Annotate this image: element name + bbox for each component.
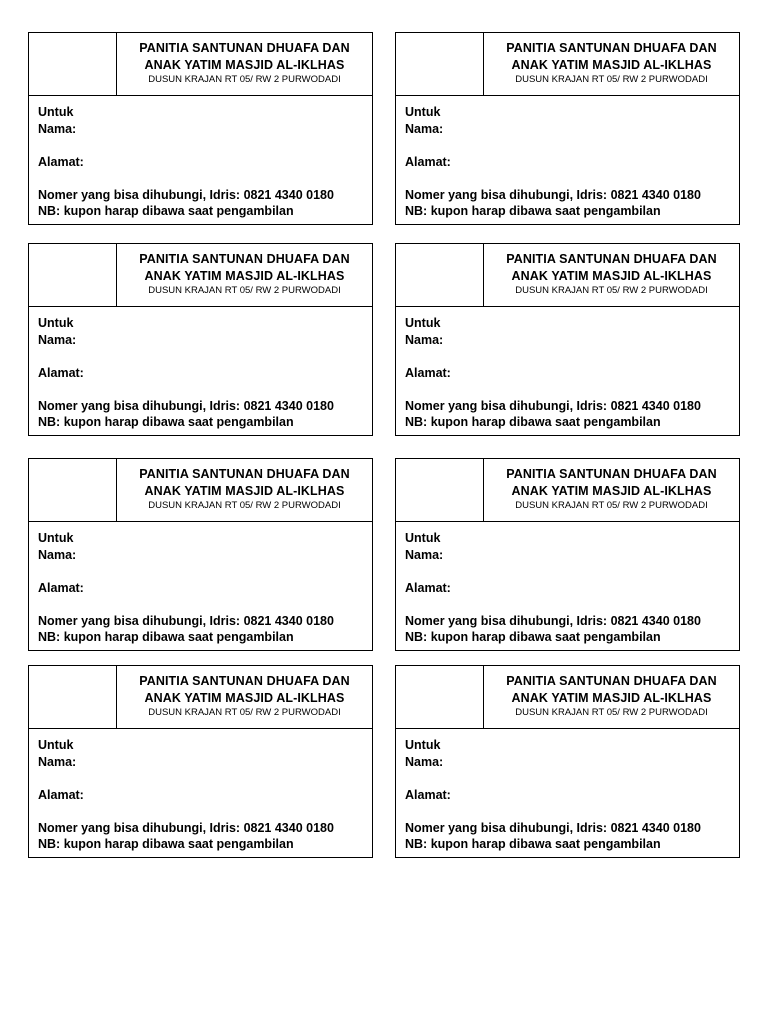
note-text: NB: kupon harap dibawa saat pengambilan xyxy=(405,837,661,851)
note-text: NB: kupon harap dibawa saat pengambilan xyxy=(405,415,661,429)
title-line-2: ANAK YATIM MASJID AL-IKLHAS xyxy=(144,58,345,72)
note-text: NB: kupon harap dibawa saat pengambilan xyxy=(405,204,661,218)
name-label: Nama: xyxy=(38,332,77,347)
address-label: Alamat: xyxy=(405,787,451,802)
coupon-body xyxy=(29,522,372,646)
title-line-1: PANITIA SANTUNAN DHUAFA DAN xyxy=(139,41,350,55)
contact-text: Nomer yang bisa dihubungi, Idris: 0821 4340 0180 xyxy=(38,613,334,628)
name-label: Nama: xyxy=(405,121,444,136)
note-text: NB: kupon harap dibawa saat pengambilan xyxy=(38,204,294,218)
coupon-title xyxy=(117,244,372,306)
coupon-card xyxy=(395,665,740,858)
note-text: NB: kupon harap dibawa saat pengambilan xyxy=(38,837,294,851)
coupon-header xyxy=(29,244,372,307)
contact-text: Nomer yang bisa dihubungi, Idris: 0821 4340 0180 xyxy=(38,398,334,413)
title-line-2: ANAK YATIM MASJID AL-IKLHAS xyxy=(511,269,712,283)
for-label: Untuk xyxy=(38,738,74,752)
contact-text: Nomer yang bisa dihubungi, Idris: 0821 4340 0180 xyxy=(38,187,334,202)
title-line-2: ANAK YATIM MASJID AL-IKLHAS xyxy=(511,58,712,72)
title-line-2: ANAK YATIM MASJID AL-IKLHAS xyxy=(144,269,345,283)
logo-placeholder xyxy=(29,666,117,728)
coupon-card xyxy=(395,458,740,651)
contact-text: Nomer yang bisa dihubungi, Idris: 0821 4340 0180 xyxy=(405,187,701,202)
coupon-subtitle: DUSUN KRAJAN RT 05/ RW 2 PURWODADI xyxy=(515,707,708,718)
for-label: Untuk xyxy=(38,105,74,119)
coupon-card xyxy=(28,665,373,858)
coupon-body xyxy=(29,729,372,853)
title-line-1: PANITIA SANTUNAN DHUAFA DAN xyxy=(506,252,717,266)
title-line-1: PANITIA SANTUNAN DHUAFA DAN xyxy=(506,41,717,55)
for-label: Untuk xyxy=(405,105,441,119)
note-text: NB: kupon harap dibawa saat pengambilan xyxy=(38,630,294,644)
coupon-card xyxy=(28,32,373,225)
address-label: Alamat: xyxy=(38,154,84,169)
coupon-card xyxy=(28,458,373,651)
name-label: Nama: xyxy=(405,754,444,769)
for-label: Untuk xyxy=(405,738,441,752)
coupon-body xyxy=(29,307,372,431)
coupon-card xyxy=(395,32,740,225)
coupon-title xyxy=(484,666,739,728)
title-line-1: PANITIA SANTUNAN DHUAFA DAN xyxy=(139,674,350,688)
coupon-body xyxy=(396,729,739,853)
for-label: Untuk xyxy=(405,316,441,330)
coupon-body xyxy=(29,96,372,220)
coupon-body xyxy=(396,307,739,431)
title-line-2: ANAK YATIM MASJID AL-IKLHAS xyxy=(144,484,345,498)
coupon-title xyxy=(484,244,739,306)
coupon-card xyxy=(28,243,373,436)
note-text: NB: kupon harap dibawa saat pengambilan xyxy=(38,415,294,429)
coupon-body xyxy=(396,522,739,646)
contact-text: Nomer yang bisa dihubungi, Idris: 0821 4340 0180 xyxy=(405,820,701,835)
title-line-2: ANAK YATIM MASJID AL-IKLHAS xyxy=(511,484,712,498)
coupon-header xyxy=(29,666,372,729)
name-label: Nama: xyxy=(38,121,77,136)
coupon-header xyxy=(396,666,739,729)
coupon-header xyxy=(396,33,739,96)
name-label: Nama: xyxy=(38,754,77,769)
coupon-header xyxy=(396,459,739,522)
address-label: Alamat: xyxy=(405,365,451,380)
address-label: Alamat: xyxy=(38,580,84,595)
for-label: Untuk xyxy=(405,531,441,545)
title-line-1: PANITIA SANTUNAN DHUAFA DAN xyxy=(506,467,717,481)
logo-placeholder xyxy=(29,459,117,521)
coupon-subtitle: DUSUN KRAJAN RT 05/ RW 2 PURWODADI xyxy=(148,285,341,296)
for-label: Untuk xyxy=(38,316,74,330)
coupon-subtitle: DUSUN KRAJAN RT 05/ RW 2 PURWODADI xyxy=(148,707,341,718)
coupon-subtitle: DUSUN KRAJAN RT 05/ RW 2 PURWODADI xyxy=(515,500,708,511)
logo-placeholder xyxy=(29,244,117,306)
address-label: Alamat: xyxy=(38,365,84,380)
note-text: NB: kupon harap dibawa saat pengambilan xyxy=(405,630,661,644)
coupon-subtitle: DUSUN KRAJAN RT 05/ RW 2 PURWODADI xyxy=(515,74,708,85)
title-line-2: ANAK YATIM MASJID AL-IKLHAS xyxy=(511,691,712,705)
coupon-header xyxy=(396,244,739,307)
coupon-header xyxy=(29,459,372,522)
for-label: Untuk xyxy=(38,531,74,545)
title-line-2: ANAK YATIM MASJID AL-IKLHAS xyxy=(144,691,345,705)
address-label: Alamat: xyxy=(38,787,84,802)
address-label: Alamat: xyxy=(405,580,451,595)
logo-placeholder xyxy=(396,33,484,95)
coupon-title xyxy=(484,459,739,521)
contact-text: Nomer yang bisa dihubungi, Idris: 0821 4340 0180 xyxy=(405,613,701,628)
coupon-subtitle: DUSUN KRAJAN RT 05/ RW 2 PURWODADI xyxy=(148,74,341,85)
contact-text: Nomer yang bisa dihubungi, Idris: 0821 4340 0180 xyxy=(38,820,334,835)
title-line-1: PANITIA SANTUNAN DHUAFA DAN xyxy=(139,252,350,266)
address-label: Alamat: xyxy=(405,154,451,169)
logo-placeholder xyxy=(396,244,484,306)
coupon-subtitle: DUSUN KRAJAN RT 05/ RW 2 PURWODADI xyxy=(515,285,708,296)
name-label: Nama: xyxy=(405,332,444,347)
title-line-1: PANITIA SANTUNAN DHUAFA DAN xyxy=(506,674,717,688)
name-label: Nama: xyxy=(38,547,77,562)
coupon-title xyxy=(117,459,372,521)
logo-placeholder xyxy=(396,459,484,521)
coupon-card xyxy=(395,243,740,436)
logo-placeholder xyxy=(29,33,117,95)
coupon-title xyxy=(117,33,372,95)
coupon-body xyxy=(396,96,739,220)
logo-placeholder xyxy=(396,666,484,728)
contact-text: Nomer yang bisa dihubungi, Idris: 0821 4340 0180 xyxy=(405,398,701,413)
title-line-1: PANITIA SANTUNAN DHUAFA DAN xyxy=(139,467,350,481)
coupon-title xyxy=(484,33,739,95)
coupon-title xyxy=(117,666,372,728)
coupon-subtitle: DUSUN KRAJAN RT 05/ RW 2 PURWODADI xyxy=(148,500,341,511)
coupon-header xyxy=(29,33,372,96)
name-label: Nama: xyxy=(405,547,444,562)
